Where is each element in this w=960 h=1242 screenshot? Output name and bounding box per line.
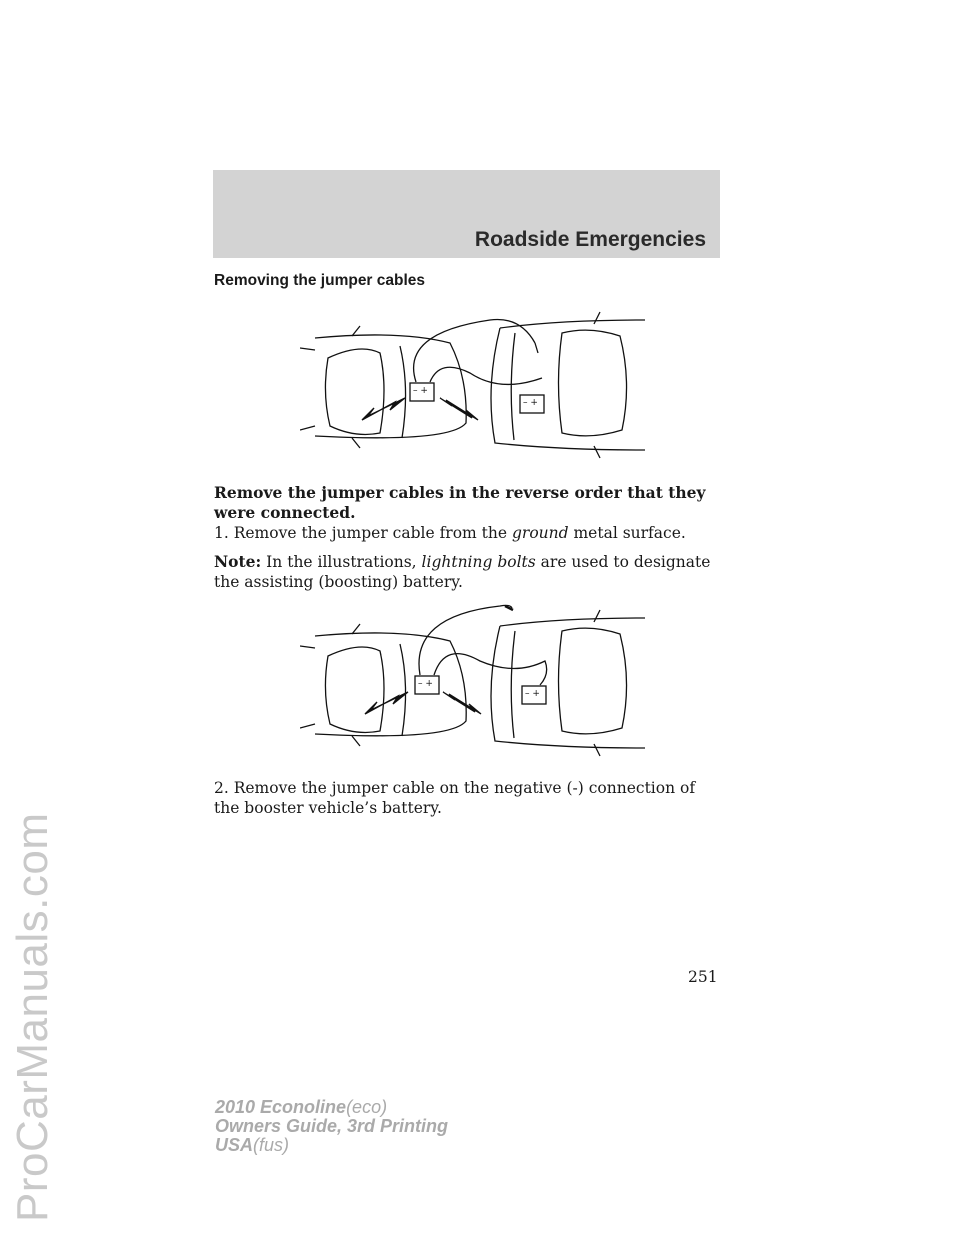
footer-region-code: (fus) [253,1135,290,1155]
footer [215,1098,448,1155]
footer-model: 2010 Econoline [215,1097,347,1117]
left-car-extension [300,348,315,430]
right-car-windshield [559,628,627,734]
step-2: 2. Remove the jumper cable on the negative (-) connection of the booster vehicle’s battery. [214,779,696,817]
left-car-hood-line [400,644,406,736]
footer-region: USA [215,1135,254,1155]
lightning-bolt-icon [443,692,481,714]
dead-battery-terminals: – + [413,386,428,396]
left-car-windshield [325,647,384,732]
left-car-hood-line [400,346,406,438]
right-car-windshield [559,330,627,436]
cable-positive [430,367,542,384]
note-emphasis: lightning bolts [421,553,536,571]
ground-clamp [535,343,538,353]
page-number: 251 [688,968,718,986]
step-1-prefix: 1. Remove the jumper cable from the [214,524,512,542]
right-car-hood-line [511,333,515,440]
left-car-mirrors [352,624,360,746]
booster-battery-terminals: – + [523,398,538,408]
step-1-suffix: metal surface. [568,524,686,542]
note-suffix: are used to designate the assisting (boosting) battery. [214,553,711,591]
instruction-text: Remove the jumper cables in the reverse order that they were connected. [214,483,706,522]
left-car-mirrors [352,326,360,448]
note [214,552,724,592]
footer-model-code: (eco) [346,1097,388,1117]
section-title: Roadside Emergencies [474,228,706,251]
jump-start-diagram-1 [300,298,660,470]
jump-start-diagram-2 [300,596,660,768]
note-prefix: In the illustrations, [261,553,422,571]
watermark: ProCarManuals.com [8,812,57,1222]
left-car-windshield [325,349,384,434]
dead-battery-terminals: – + [418,679,433,689]
cable-negative [414,319,535,382]
right-car-hood-line [511,631,515,738]
step-1 [214,523,724,543]
cable-positive [434,654,547,685]
subheading: Removing the jumper cables [214,272,426,289]
booster-battery-terminals: – + [525,689,540,699]
footer-edition: Owners Guide, 3rd Printing [215,1116,449,1136]
lightning-bolt-icon [440,398,478,420]
left-car-extension [300,646,315,728]
lightning-bolt-icon [365,692,408,714]
header-band [213,170,720,258]
left-car-outline [315,335,466,438]
left-car-outline [315,633,466,736]
step-1-emphasis: ground [512,524,569,542]
note-label: Note: [214,552,262,571]
cable-negative-loose [419,605,512,675]
